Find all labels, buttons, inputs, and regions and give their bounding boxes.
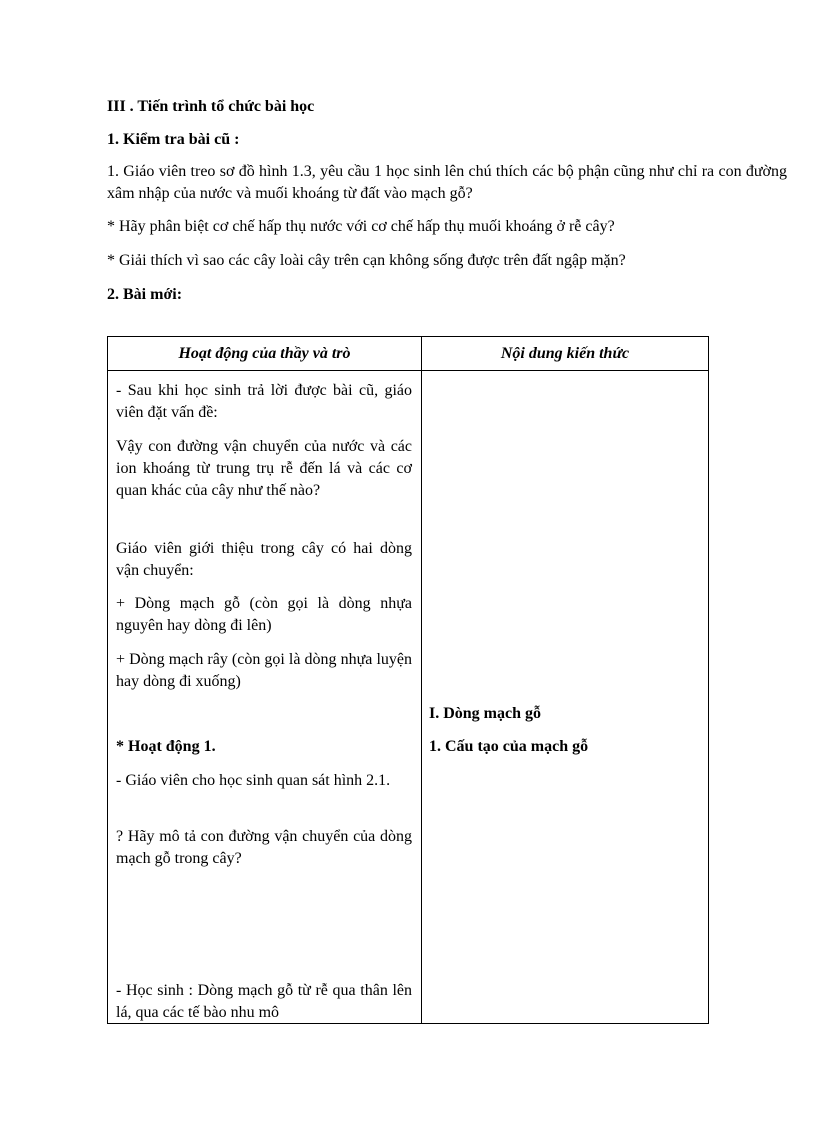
activity-1-heading: * Hoạt động 1. — [116, 738, 216, 755]
left-para-1: - Sau khi học sinh trả lời được bài cũ, giáo viên đặt vấn đề: — [116, 382, 412, 421]
right-heading-1: I. Dòng mạch gỗ — [429, 705, 542, 722]
left-para-3: Giáo viên giới thiệu trong cây có hai dòng vận chuyển: — [116, 540, 412, 579]
left-para-6: - Giáo viên cho học sinh quan sát hình 2.1. — [116, 772, 391, 789]
column-divider — [421, 337, 422, 1023]
question-3: * Giải thích vì sao các cây loài cây trên cạn không sống được trên đất ngập mặn? — [107, 252, 626, 269]
question-1: 1. Giáo viên treo sơ đồ hình 1.3, yêu cầu 1 học sinh lên chú thích các bộ phận cũng như chỉ ra con đường xâm nhập của nước và muối khoáng từ đất vào mạch gỗ? — [107, 163, 787, 202]
right-heading-2: 1. Cấu tạo của mạch gỗ — [429, 738, 589, 755]
left-para-7: ? Hãy mô tả con đường vận chuyển của dòng mạch gỗ trong cây? — [116, 828, 412, 867]
col-right-header: Nội dung kiến thức — [500, 345, 630, 362]
section-iii-heading: III . Tiến trình tổ chức bài học — [107, 98, 315, 115]
question-2: * Hãy phân biệt cơ chế hấp thụ nước với cơ chế hấp thụ muối khoáng ở rễ cây? — [107, 218, 615, 235]
left-para-4: + Dòng mạch gỗ (còn gọi là dòng nhựa nguyên hay dòng đi lên) — [116, 595, 412, 634]
check-old-heading: 1. Kiểm tra bài cũ : — [107, 131, 240, 148]
header-divider — [108, 370, 708, 371]
new-lesson-heading: 2. Bài mới: — [107, 286, 183, 303]
lesson-table — [107, 336, 709, 1024]
col-left-header: Hoạt động của thầy và trò — [178, 345, 351, 362]
left-para-8: - Học sinh : Dòng mạch gỗ từ rễ qua thân lên lá, qua các tế bào nhu mô — [116, 982, 412, 1021]
left-para-5: + Dòng mạch rây (còn gọi là dòng nhựa luyện hay dòng đi xuống) — [116, 651, 412, 690]
left-para-2: Vậy con đường vận chuyển của nước và các ion khoáng từ trung trụ rễ đến lá và các cơ quan khác của cây như thế nào? — [116, 438, 412, 499]
